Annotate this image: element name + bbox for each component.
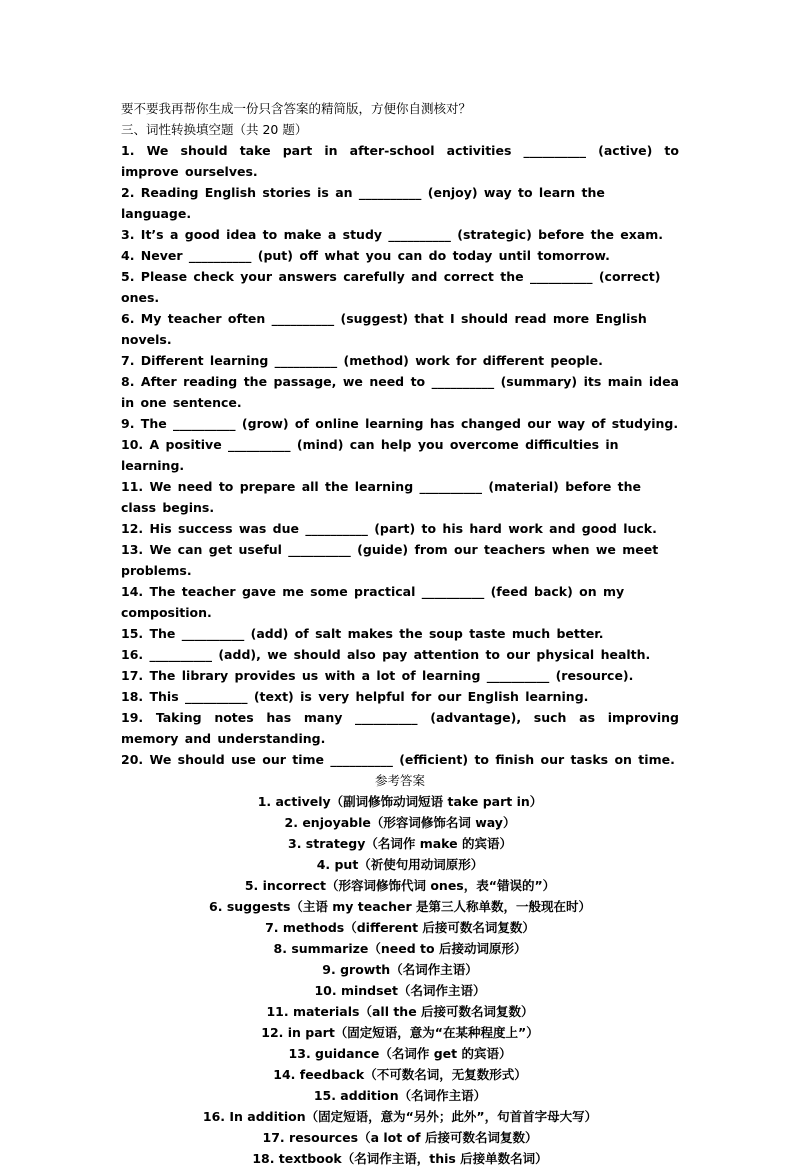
question-item: 19. Taking notes has many __________ (advantage), such as improving memory and understanding. (121, 710, 679, 746)
question-item: 16. __________ (add), we should also pay attention to our physical health. (121, 647, 651, 662)
question-item: 8. After reading the passage, we need to __________ (summary) its main idea in one sentence. (121, 374, 679, 410)
question-item: 14. The teacher gave me some practical __________ (feed back) on my composition. (121, 584, 625, 620)
question-item: 10. A positive __________ (mind) can help you overcome difficulties in learning. (121, 437, 619, 473)
answer-item: 8. summarize（need to 后接动词原形） (273, 941, 527, 956)
answer-item: 17. resources（a lot of 后接可数名词复数） (262, 1130, 538, 1145)
answer-item: 5. incorrect（形容词修饰代词 ones，表“错误的”） (244, 878, 556, 893)
question-list (121, 140, 679, 770)
answer-item: 11. materials（all the 后接可数名词复数） (266, 1004, 534, 1019)
answers-title: 参考答案 (374, 773, 425, 788)
answer-item: 6. suggests（主语 my teacher 是第三人称单数，一般现在时） (209, 899, 591, 914)
question-item: 1. We should take part in after-school activities __________ (active) to improve ourselves. (121, 143, 679, 179)
answer-item: 4. put（祈使句用动词原形） (316, 857, 484, 872)
answer-item: 12. in part（固定短语，意为“在某种程度上”） (261, 1025, 539, 1040)
answer-item: 1. actively（副词修饰动词短语 take part in） (257, 794, 543, 809)
question-item: 9. The __________ (grow) of online learning has changed our way of studying. (121, 416, 679, 431)
answer-item: 2. enjoyable（形容词修饰名词 way） (284, 815, 516, 830)
answer-item: 18. textbook（名词作主语，this 后接单数名词） (252, 1151, 548, 1166)
answer-item: 15. addition（名词作主语） (313, 1088, 487, 1103)
answer-item: 14. feedback（不可数名词，无复数形式） (273, 1067, 527, 1082)
question-item: 5. Please check your answers carefully and correct the __________ (correct) ones. (121, 269, 661, 305)
question-item: 18. This __________ (text) is very helpful for our English learning. (121, 689, 589, 704)
question-item: 20. We should use our time __________ (efficient) to finish our tasks on time. (121, 752, 675, 767)
section-title: 三、词性转换填空题（共 20 题） (121, 122, 308, 137)
question-item: 15. The __________ (add) of salt makes the soup taste much better. (121, 626, 604, 641)
question-item: 4. Never __________ (put) off what you can do today until tomorrow. (121, 248, 610, 263)
question-item: 11. We need to prepare all the learning __________ (material) before the class begins. (121, 479, 642, 515)
question-item: 6. My teacher often __________ (suggest) that I should read more English novels. (121, 311, 647, 347)
answer-item: 13. guidance（名词作 get 的宾语） (288, 1046, 512, 1061)
answer-list (121, 791, 679, 1169)
answer-item: 3. strategy（名词作 make 的宾语） (288, 836, 512, 851)
answer-item: 7. methods（different 后接可数名词复数） (265, 920, 535, 935)
question-item: 2. Reading English stories is an __________ (enjoy) way to learn the language. (121, 185, 605, 221)
intro-line: 要不要我再帮你生成一份只含答案的精简版，方便你自测核对？ (121, 101, 472, 116)
question-item: 13. We can get useful __________ (guide) from our teachers when we meet problems. (121, 542, 659, 578)
answer-item: 10. mindset（名词作主语） (314, 983, 486, 998)
question-item: 17. The library provides us with a lot of learning __________ (resource). (121, 668, 634, 683)
question-item: 3. It’s a good idea to make a study __________ (strategic) before the exam. (121, 227, 664, 242)
answer-item: 16. In addition（固定短语，意为“另外；此外”，句首首字母大写） (202, 1109, 598, 1124)
document-content (121, 98, 679, 1169)
question-item: 12. His success was due __________ (part) to his hard work and good luck. (121, 521, 657, 536)
answer-item: 9. growth（名词作主语） (322, 962, 478, 977)
question-item: 7. Different learning __________ (method) work for different people. (121, 353, 603, 368)
